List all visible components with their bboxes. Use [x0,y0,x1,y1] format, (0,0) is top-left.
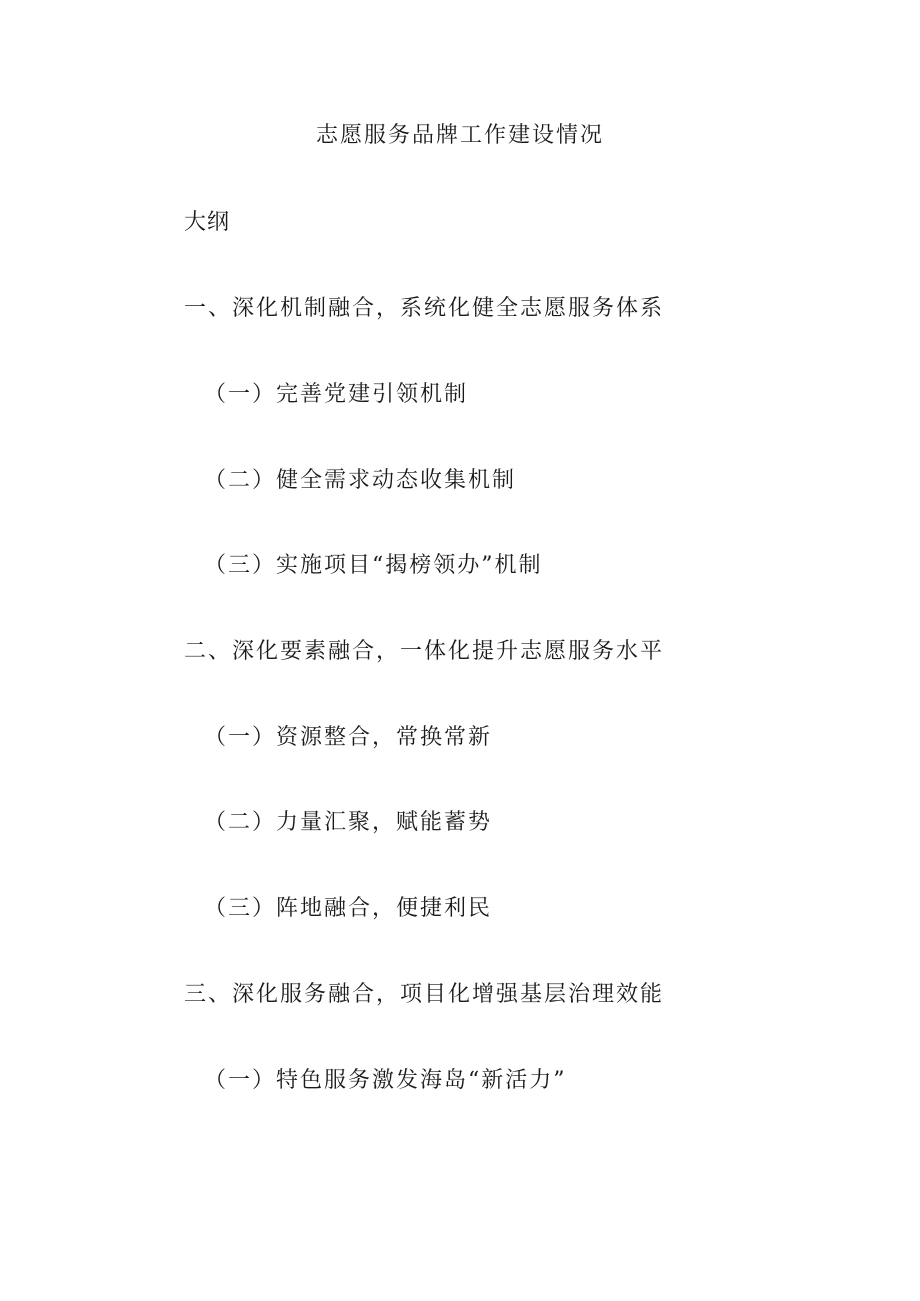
document-title: 志愿服务品牌工作建设情况 [315,123,604,148]
outline-subsection-1-3: （三）实施项目“揭榜领办”机制 [204,553,543,578]
outline-subsection-2-3: （三）阵地融合，便捷利民 [204,896,493,921]
outline-subsection-1-1: （一）完善党建引领机制 [204,382,469,407]
outline-heading: 大纲 [184,210,231,235]
outline-section-2: 二、深化要素融合，一体化提升志愿服务水平 [184,639,665,664]
outline-subsection-1-2: （二）健全需求动态收集机制 [204,468,517,493]
outline-section-3: 三、深化服务融合，项目化增强基层治理效能 [184,982,665,1007]
outline-subsection-2-2: （二）力量汇聚，赋能蓄势 [204,810,493,835]
outline-subsection-3-1: （一）特色服务激发海岛“新活力” [204,1068,567,1093]
outline-subsection-2-1: （一）资源整合，常换常新 [204,725,493,750]
outline-section-1: 一、深化机制融合，系统化健全志愿服务体系 [184,296,665,321]
